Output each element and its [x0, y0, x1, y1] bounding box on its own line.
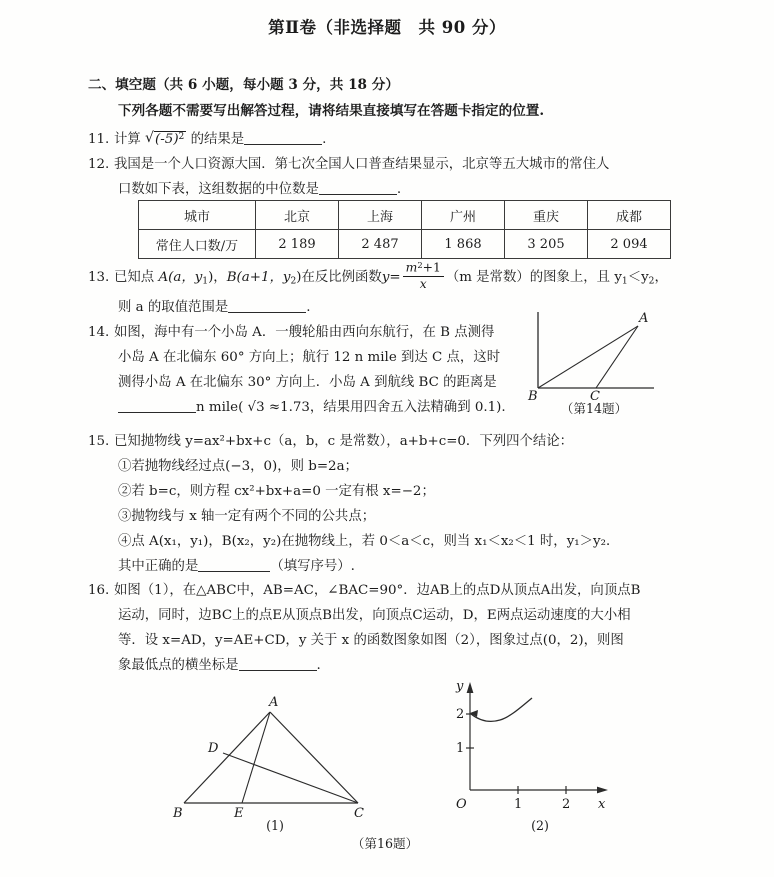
- q15-last-after: （填写序号）.: [270, 559, 355, 574]
- q14-line4: [118, 395, 528, 420]
- q16-label-E: E: [234, 806, 244, 820]
- q14-segment-BA: [538, 326, 638, 388]
- question-16-number: 16.: [88, 583, 110, 598]
- q13-seg1: 已知点: [114, 270, 155, 286]
- q14-label-A: A: [639, 311, 649, 326]
- chart-x-axis-arrow-icon: [597, 787, 608, 794]
- table-cell-city-1: 上海: [339, 201, 422, 230]
- q13-fraction-denominator: [403, 277, 444, 292]
- figure-16-2-caption: (2): [531, 818, 549, 833]
- q13-point-b-sub: 2: [290, 276, 297, 287]
- q16-segment-DC: [223, 753, 358, 803]
- q13-line2-after: .: [306, 299, 311, 315]
- q11-period: .: [322, 132, 327, 147]
- q14-label-B: B: [528, 389, 538, 403]
- q11-text-before: 计算: [114, 132, 141, 147]
- q16-line1: 如图（1），在△ABC中，AB=AC，∠BAC=90°．边AB上的点D从顶点A出发，向顶点B: [114, 583, 641, 598]
- q13-seg3: ＜y: [627, 270, 649, 286]
- q11-radicand-exponent: 2: [178, 132, 185, 143]
- q13-point-a-sub: 1: [202, 276, 209, 287]
- q16-line3: 等．设 x=AD，y=AE+CD，y 关于 x 的函数图象如图（2），图象过点(0，2)，则图: [118, 633, 624, 648]
- q15-item-1: ①若抛物线经过点(−3，0)，则 b=2a；: [118, 459, 358, 474]
- question-14-number: 14.: [88, 325, 110, 340]
- figure-16-1-caption: (1): [266, 818, 284, 833]
- figure-16-1-svg: [170, 690, 380, 820]
- q15-item-3: ③抛物线与 x 轴一定有两个不同的公共点；: [118, 509, 376, 524]
- figure-question-14: [524, 308, 664, 407]
- q13-frac-num-tail: +1: [422, 260, 441, 275]
- q16-answer-blank[interactable]: [239, 657, 317, 671]
- table-row-populations: [139, 230, 671, 259]
- chart-y-tick-label-2: 2: [456, 707, 465, 722]
- q15-item-2: ②若 b=c，则方程 cx²+bx+a=0 一定有根 x=−2；: [118, 484, 435, 499]
- q16-segment-AE: [242, 712, 270, 803]
- q13-fraction-numerator: [403, 261, 444, 277]
- question-11-number: 11.: [88, 132, 110, 147]
- q13-sub1: 1: [621, 276, 628, 287]
- q13-frac-num-exp: 2: [417, 260, 423, 270]
- table-header-city: 城市: [139, 201, 256, 230]
- question-14: [88, 320, 528, 420]
- table-cell-pop-2: 1 868: [422, 230, 505, 259]
- q16-label-C: C: [354, 806, 364, 820]
- section-instruction: 下列各题不需要写出解答过程，请将结果直接填写在答题卡指定的位置.: [118, 103, 545, 119]
- q16-line4-before: 象最低点的横坐标是: [118, 658, 239, 673]
- table-header-population: 常住人口数/万: [139, 230, 256, 259]
- question-12-number: 12.: [88, 157, 110, 172]
- q11-text-after: 的结果是: [190, 132, 245, 147]
- q15-answer-blank[interactable]: [198, 558, 270, 572]
- q13-equation-y: y=: [381, 270, 401, 286]
- q14-label-C: C: [590, 389, 600, 403]
- question-11-body: [114, 132, 326, 147]
- q16-label-D: D: [208, 741, 219, 756]
- chart-x-axis-label: x: [598, 797, 606, 812]
- table-cell-pop-3: 3 205: [505, 230, 588, 259]
- figure-14-svg: [524, 308, 664, 403]
- chart-series-curve: [471, 698, 532, 721]
- q13-line2-before: 则 a 的取值范围是: [118, 299, 229, 315]
- q13-point-a: A(a，y: [158, 270, 203, 286]
- chart-origin-label: O: [456, 797, 467, 812]
- q13-point-b: B(a+1，y: [226, 270, 291, 286]
- chart-x-tick-label-1: 1: [514, 797, 523, 812]
- population-table: [138, 200, 671, 259]
- q13-point-b-end: )在反比例函数: [296, 270, 382, 286]
- question-12: [88, 152, 698, 202]
- figure-question-16-2: [440, 676, 640, 820]
- q15-line-last: [118, 554, 708, 579]
- q13-seg4: ，: [654, 270, 668, 286]
- q14-line3: 测得小岛 A 在北偏东 30° 方向上．小岛 A 到航线 BC 的距离是: [118, 375, 497, 390]
- q13-seg2: （m 是常数）的图象上，且 y: [445, 270, 622, 286]
- chart-y-axis-arrow-icon: [467, 682, 474, 693]
- q13-frac-num-m: m: [405, 260, 418, 275]
- table-row-cities: [139, 201, 671, 230]
- q11-radicand: (-5): [155, 132, 179, 147]
- table-cell-city-3: 重庆: [505, 201, 588, 230]
- chart-y-axis-label: y: [456, 679, 464, 694]
- q13-sub2: 2: [648, 276, 655, 287]
- question-13-number: 13.: [88, 270, 110, 286]
- q12-line2: [118, 177, 698, 202]
- chart-y-tick-label-1: 1: [456, 741, 465, 756]
- question-15-number: 15.: [88, 434, 110, 449]
- q13-answer-blank[interactable]: [228, 299, 306, 313]
- q12-line2-before: 口数如下表，这组数据的中位数是: [118, 182, 319, 197]
- q16-line4: [118, 653, 713, 678]
- figure-question-16-1: [170, 690, 380, 824]
- table-cell-city-4: 成都: [588, 201, 671, 230]
- q12-answer-blank[interactable]: [319, 181, 397, 195]
- q16-line4-after: .: [316, 658, 321, 673]
- chart-x-tick-label-2: 2: [562, 797, 571, 812]
- q15-last-before: 其中正确的是: [118, 559, 199, 574]
- q14-line2: 小岛 A 在北偏东 60° 方向上；航行 12 n mile 到达 C 点，这时: [118, 350, 501, 365]
- question-15: [88, 429, 708, 579]
- figure-16-caption: （第16题）: [351, 836, 419, 851]
- question-11: [88, 127, 326, 152]
- q11-answer-blank[interactable]: [244, 131, 322, 145]
- square-root-icon: [145, 127, 186, 152]
- q13-fraction: [403, 261, 444, 292]
- q15-line1: 已知抛物线 y=ax²+bx+c（a，b，c 是常数），a+b+c=0．下列四个结论：: [114, 434, 574, 449]
- q14-segment-CA: [596, 326, 638, 388]
- table-cell-city-2: 广州: [422, 201, 505, 230]
- q12-line1: 我国是一个人口资源大国．第七次全国人口普查结果显示，北京等五大城市的常住人: [114, 157, 610, 172]
- q16-label-B: B: [173, 806, 183, 820]
- q16-label-A: A: [269, 695, 279, 710]
- table-cell-city-0: 北京: [256, 201, 339, 230]
- question-16: [88, 578, 713, 678]
- q16-line2: 运动，同时，边BC上的点E从顶点B出发，向顶点C运动，D，E两点运动速度的大小相: [118, 608, 631, 623]
- q13-frac-den-x: x: [419, 277, 427, 292]
- q16-segment-AC: [270, 712, 358, 803]
- page-title: 第Ⅱ卷（非选择题 共 90 分）: [268, 18, 506, 37]
- chart-svg: [440, 676, 640, 816]
- q13-point-a-end: )，: [208, 270, 227, 286]
- figure-14-caption: （第14题）: [560, 401, 628, 416]
- section-heading: 二、填空题（共 6 小题，每小题 3 分，共 18 分）: [88, 77, 399, 93]
- table-cell-pop-0: 2 189: [256, 230, 339, 259]
- q14-answer-blank[interactable]: [118, 399, 196, 413]
- q16-segment-BA: [184, 712, 270, 803]
- q15-item-4: ④点 A(x₁，y₁)，B(x₂，y₂)在抛物线上，若 0＜a＜c，则当 x₁＜x₂＜1 时，y₁＞y₂．: [118, 534, 620, 549]
- q12-line2-after: .: [396, 182, 402, 197]
- table-cell-pop-4: 2 094: [588, 230, 671, 259]
- table-cell-pop-1: 2 487: [339, 230, 422, 259]
- q14-line1: 如图，海中有一个小岛 A．一艘轮船由西向东航行，在 B 点测得: [114, 325, 495, 340]
- q14-line4-after: n mile( √3 ≈1.73，结果用四舍五入法精确到 0.1).: [196, 400, 506, 415]
